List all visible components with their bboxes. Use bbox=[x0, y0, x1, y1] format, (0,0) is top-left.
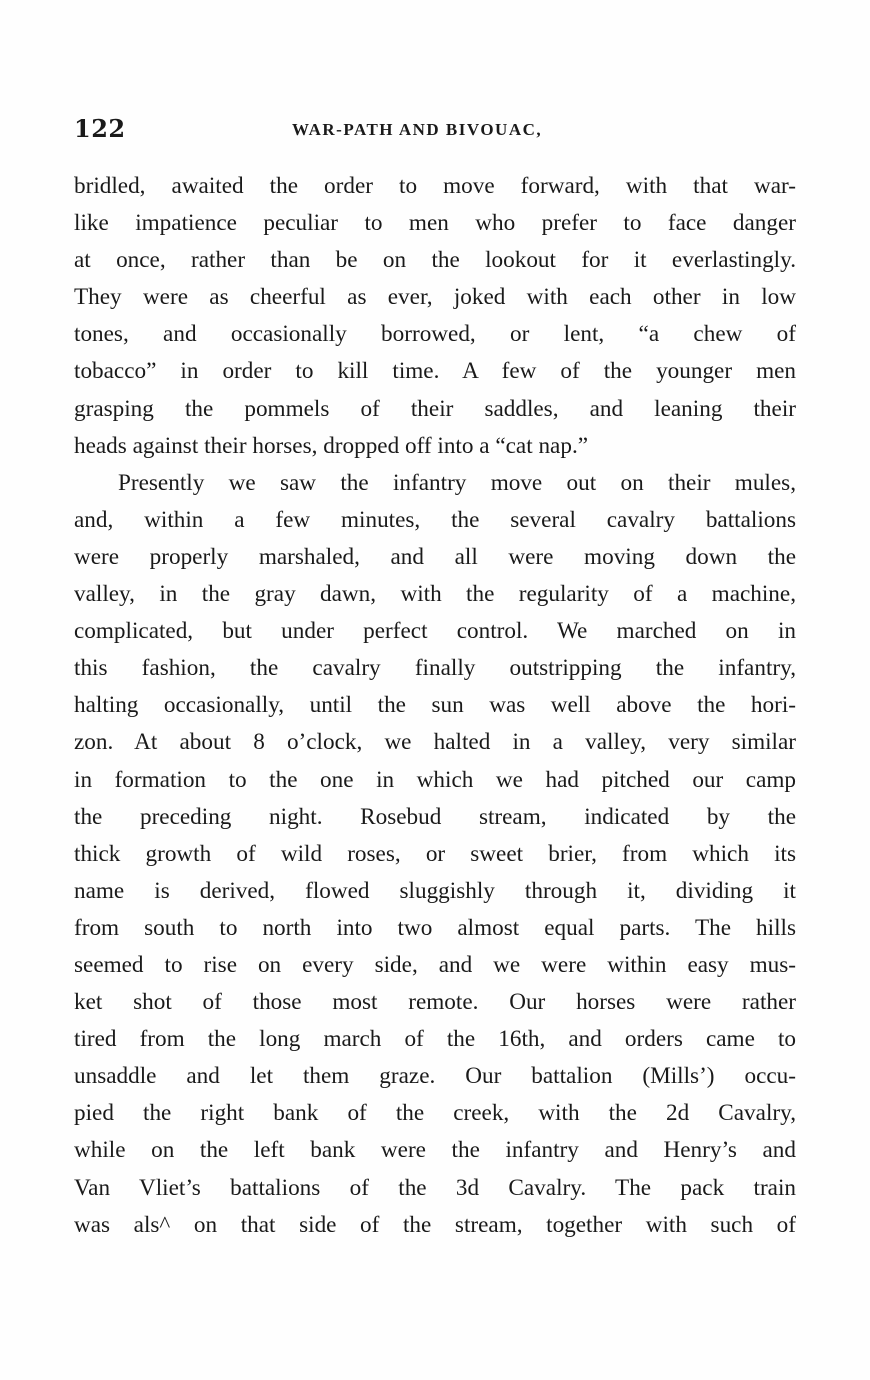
text-line: like impatience peculiar to men who prefer to face danger bbox=[74, 210, 796, 237]
text-line: bridled, awaited the order to move forward, with that war- bbox=[74, 173, 796, 199]
text-line: were properly marshaled, and all were moving down the bbox=[74, 543, 796, 570]
text-line: ket shot of those most remote. Our horses were rather bbox=[74, 989, 796, 1016]
text-line: thick growth of wild roses, or sweet brier, from which its bbox=[74, 840, 796, 867]
running-head: WAR-PATH AND BIVOUAC, bbox=[292, 120, 543, 139]
text-line: was als^ on that side of the stream, together with such of bbox=[74, 1211, 796, 1238]
text-line: Presently we saw the infantry move out on their mules, bbox=[118, 469, 796, 496]
text-line: pied the right bank of the creek, with the 2d Cavalry, bbox=[74, 1100, 796, 1127]
page-header bbox=[74, 114, 796, 148]
text-line: tired from the long march of the 16th, and orders came to bbox=[74, 1026, 796, 1053]
text-line: from south to north into two almost equal parts. The hills bbox=[74, 914, 796, 941]
text-line: Van Vliet’s battalions of the 3d Cavalry. The pack train bbox=[74, 1174, 796, 1201]
text-line: heads against their horses, dropped off into a “cat nap.” bbox=[74, 432, 589, 459]
text-line: They were as cheerful as ever, joked with each other in low bbox=[74, 284, 796, 311]
text-line: seemed to rise on every side, and we were within easy mus- bbox=[74, 951, 796, 978]
text-line: this fashion, the cavalry finally outstripping the infantry, bbox=[74, 655, 796, 682]
text-line: valley, in the gray dawn, with the regularity of a machine, bbox=[74, 581, 796, 608]
text-line: the preceding night. Rosebud stream, indicated by the bbox=[74, 803, 796, 830]
text-line: while on the left bank were the infantry and Henry’s and bbox=[74, 1137, 796, 1164]
text-line: halting occasionally, until the sun was well above the hori- bbox=[74, 692, 796, 719]
page-number: 122 bbox=[74, 114, 126, 143]
text-line: tones, and occasionally borrowed, or lent, “a chew of bbox=[74, 321, 796, 348]
text-line: complicated, but under perfect control. We marched on in bbox=[74, 618, 796, 645]
text-line: in formation to the one in which we had pitched our camp bbox=[74, 766, 796, 793]
text-line: zon. At about 8 o’clock, we halted in a valley, very similar bbox=[74, 729, 796, 756]
text-line: at once, rather than be on the lookout for it everlastingly. bbox=[74, 247, 796, 274]
body-text bbox=[74, 168, 796, 1244]
text-line: tobacco” in order to kill time. A few of the younger men bbox=[74, 358, 796, 385]
text-line: and, within a few minutes, the several cavalry battalions bbox=[74, 506, 796, 533]
text-line: grasping the pommels of their saddles, and leaning their bbox=[74, 395, 796, 422]
text-line: unsaddle and let them graze. Our battalion (Mills’) occu- bbox=[74, 1063, 796, 1090]
text-line: name is derived, flowed sluggishly through it, dividing it bbox=[74, 877, 796, 904]
